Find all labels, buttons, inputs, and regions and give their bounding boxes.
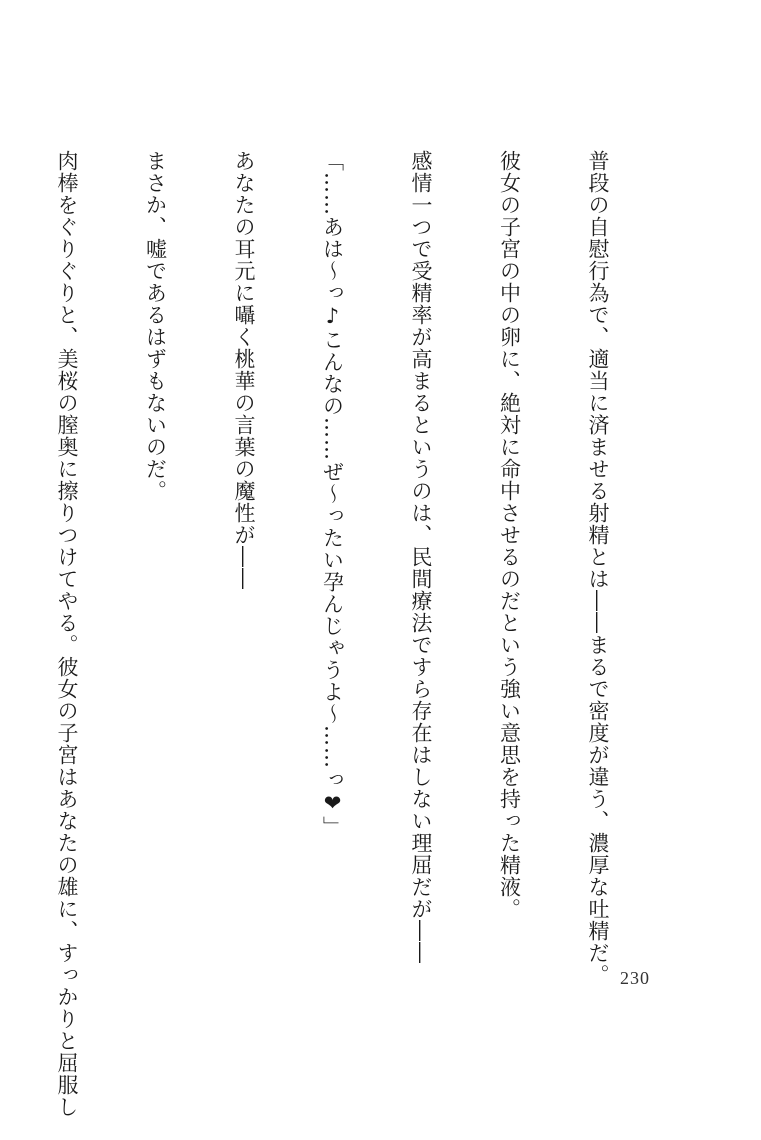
text-line: 肉棒をぐりぐりと、美桜の膣奥に擦りつけてやる。彼女の子宮はあなたの雄に、すっかりと屈服し: [55, 150, 79, 1118]
text-line: まさか、嘘であるはずもないのだ。: [143, 150, 168, 502]
text-line: 感情一つで受精率が高まるというのは、民間療法ですら存在はしない理屈だが――: [409, 150, 433, 964]
text-line: 普段の自慰行為で、適当に済ませる射精とは――まるで密度が違う、濃厚な吐精だ。: [586, 150, 610, 986]
page-number: 230: [620, 968, 650, 988]
text-line: あなたの耳元に囁く桃華の言葉の魔性が――: [232, 150, 256, 590]
text-line: 「……あは～っ♪こんなの……ぜ～ったい孕んじゃうよ～……っ❤」: [320, 150, 345, 838]
text-line: 彼女の子宮の中の卵に、絶対に命中させるのだという強い意思を持った精液。: [497, 150, 522, 920]
